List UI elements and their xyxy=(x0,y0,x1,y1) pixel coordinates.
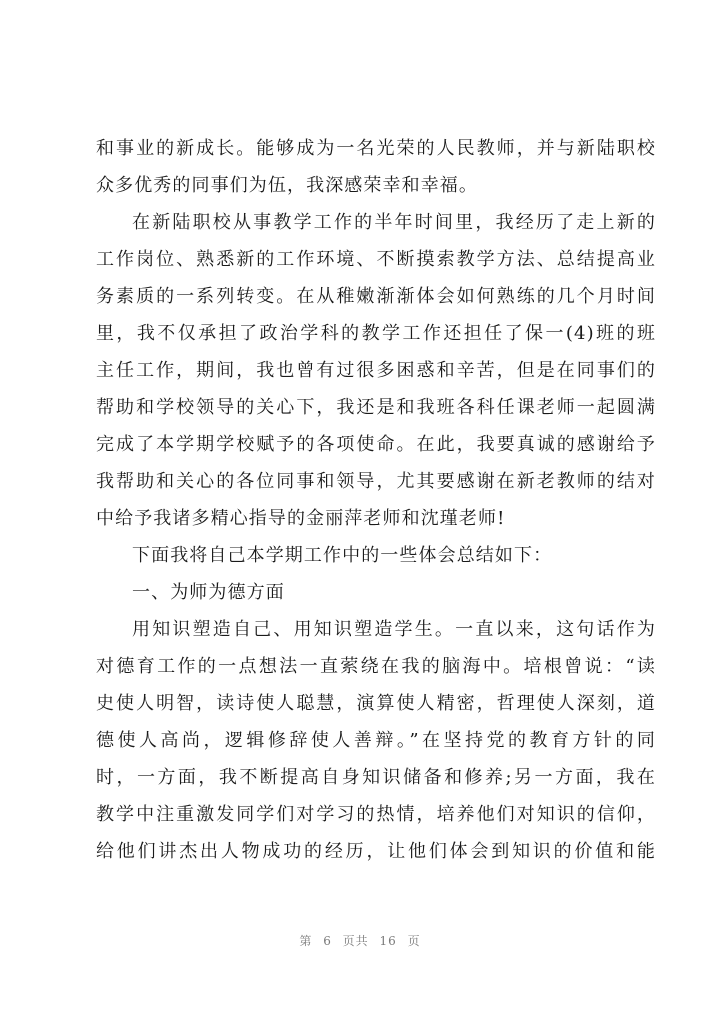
text-line: 主任工作，期间，我也曾有过很多困惑和辛苦，但是在同事们的 xyxy=(96,360,656,381)
text-line: 完成了本学期学校赋予的各项使命。在此，我要真诚的感谢给予 xyxy=(96,434,656,455)
text-line: 用知识塑造自己、用知识塑造学生。一直以来，这句话作为 xyxy=(132,619,656,640)
text-line: 众多优秀的同事们为伍，我深感荣幸和幸福。 xyxy=(96,175,478,196)
text-line: 史使人明智，读诗使人聪慧，演算使人精密，哲理使人深刻，道 xyxy=(96,693,656,714)
text-line: 务素质的一系列转变。在从稚嫩渐渐体会如何熟练的几个月时间 xyxy=(96,286,656,307)
text-line: 和事业的新成长。能够成为一名光荣的人民教师，并与新陆职校 xyxy=(96,138,656,159)
total-pages: 16 xyxy=(379,934,397,948)
text-line: 下面我将自己本学期工作中的一些体会总结如下： xyxy=(132,545,553,566)
footer-suffix: 页 xyxy=(407,934,421,948)
text-line: 德使人高尚，逻辑修辞使人善辩。”在坚持党的教育方针的同 xyxy=(96,730,656,751)
text-line: 我帮助和关心的各位同事和领导，尤其要感谢在新老教师的结对 xyxy=(96,471,656,492)
text-line: 时，一方面，我不断提高自身知识储备和修养;另一方面，我在 xyxy=(96,767,656,788)
page-footer xyxy=(0,932,720,949)
page-number: 6 xyxy=(323,934,332,948)
text-line: 工作岗位、熟悉新的工作环境、不断摸索教学方法、总结提高业 xyxy=(96,249,656,270)
text-line: 在新陆职校从事教学工作的半年时间里，我经历了走上新的 xyxy=(132,212,656,233)
text-line: 里，我不仅承担了政治学科的教学工作还担任了保一(4)班的班 xyxy=(96,323,656,344)
section-heading: 一、为师为德方面 xyxy=(132,582,285,603)
text-line: 教学中注重激发同学们对学习的热情，培养他们对知识的信仰， xyxy=(96,804,656,825)
text-line: 对德育工作的一点想法一直萦绕在我的脑海中。培根曾说：“读 xyxy=(96,656,656,677)
text-line: 给他们讲杰出人物成功的经历，让他们体会到知识的价值和能 xyxy=(96,841,656,862)
text-line: 中给予我诸多精心指导的金丽萍老师和沈瑾老师! xyxy=(96,508,506,529)
footer-prefix: 第 xyxy=(299,934,313,948)
footer-middle: 页共 xyxy=(342,934,369,948)
text-line: 帮助和学校领导的关心下，我还是和我班各科任课老师一起圆满 xyxy=(96,397,656,418)
